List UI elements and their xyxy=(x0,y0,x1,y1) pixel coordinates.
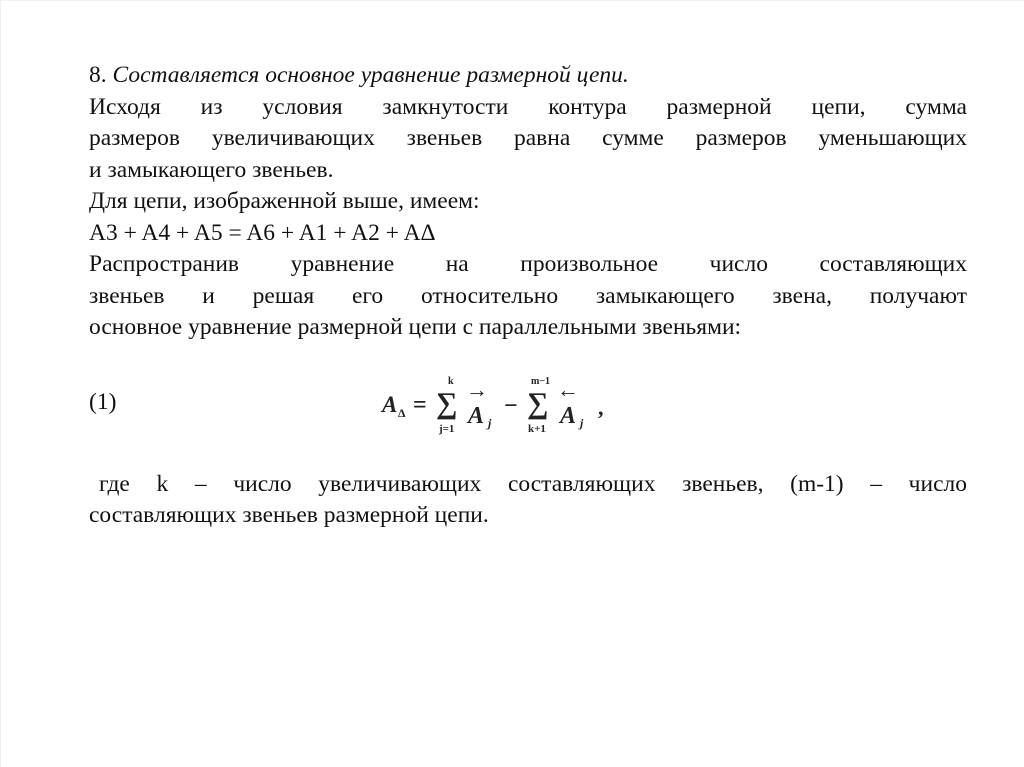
sum1-symbol: ∑ xyxy=(436,386,458,420)
paragraph-2-line-3: основное уравнение размерной цепи с параллельными звеньями: xyxy=(89,314,742,340)
formula-comma: , xyxy=(598,394,604,420)
heading xyxy=(89,60,967,92)
arrow-right-icon: → xyxy=(466,376,488,402)
formula-row xyxy=(89,375,967,437)
formula-term1-sub: j xyxy=(488,415,492,430)
formula-term2: A xyxy=(560,402,577,429)
sum2-symbol: ∑ xyxy=(527,386,549,420)
sum2-lower: k+1 xyxy=(528,422,546,435)
slide-content xyxy=(89,60,967,532)
explanation-line-1: где k – число увеличивающих составляющих звеньев, (m-1) – число xyxy=(99,470,967,497)
formula-minus: − xyxy=(504,392,518,419)
formula-term2-sub: j xyxy=(580,415,584,430)
paragraph-2-line-1: Распространив уравнение на произвольное число составляющих xyxy=(89,251,967,277)
paragraph-1-line-1: Исходя из условия замкнутости контура размерной цепи, сумма xyxy=(89,93,967,120)
formula-equals: = xyxy=(413,391,427,418)
explanation-line-2: составляющих звеньев размерной цепи. xyxy=(89,502,489,528)
explanation xyxy=(89,469,967,532)
formula-lhs: A xyxy=(382,391,398,417)
formula-term1: A xyxy=(468,402,485,429)
formula-lhs-sub: Δ xyxy=(398,405,406,420)
equation-line: A3 + A4 + A5 = A6 + A1 + A2 + AΔ xyxy=(89,219,436,246)
heading-number: 8. xyxy=(89,62,107,88)
paragraph-1-line-3: и замыкающего звеньев. xyxy=(89,156,334,183)
sum1-lower: j=1 xyxy=(439,422,455,435)
arrow-left-icon: ← xyxy=(557,376,579,402)
sum2-upper: m−1 xyxy=(531,375,551,387)
paragraph-1-line-2: размеров увеличивающих звеньев равна сумме размеров уменьшающих xyxy=(89,125,967,151)
formula-number: (1) xyxy=(89,388,117,415)
sum1-upper: k xyxy=(448,375,454,387)
intro-line: Для цепи, изображенной выше, имеем: xyxy=(89,188,480,214)
heading-text: Составляется основное уравнение размерной цепи. xyxy=(112,62,629,88)
formula-image xyxy=(380,375,630,437)
paragraph-2-line-2: звеньев и решая его относительно замыкающего звена, получают xyxy=(89,282,967,309)
